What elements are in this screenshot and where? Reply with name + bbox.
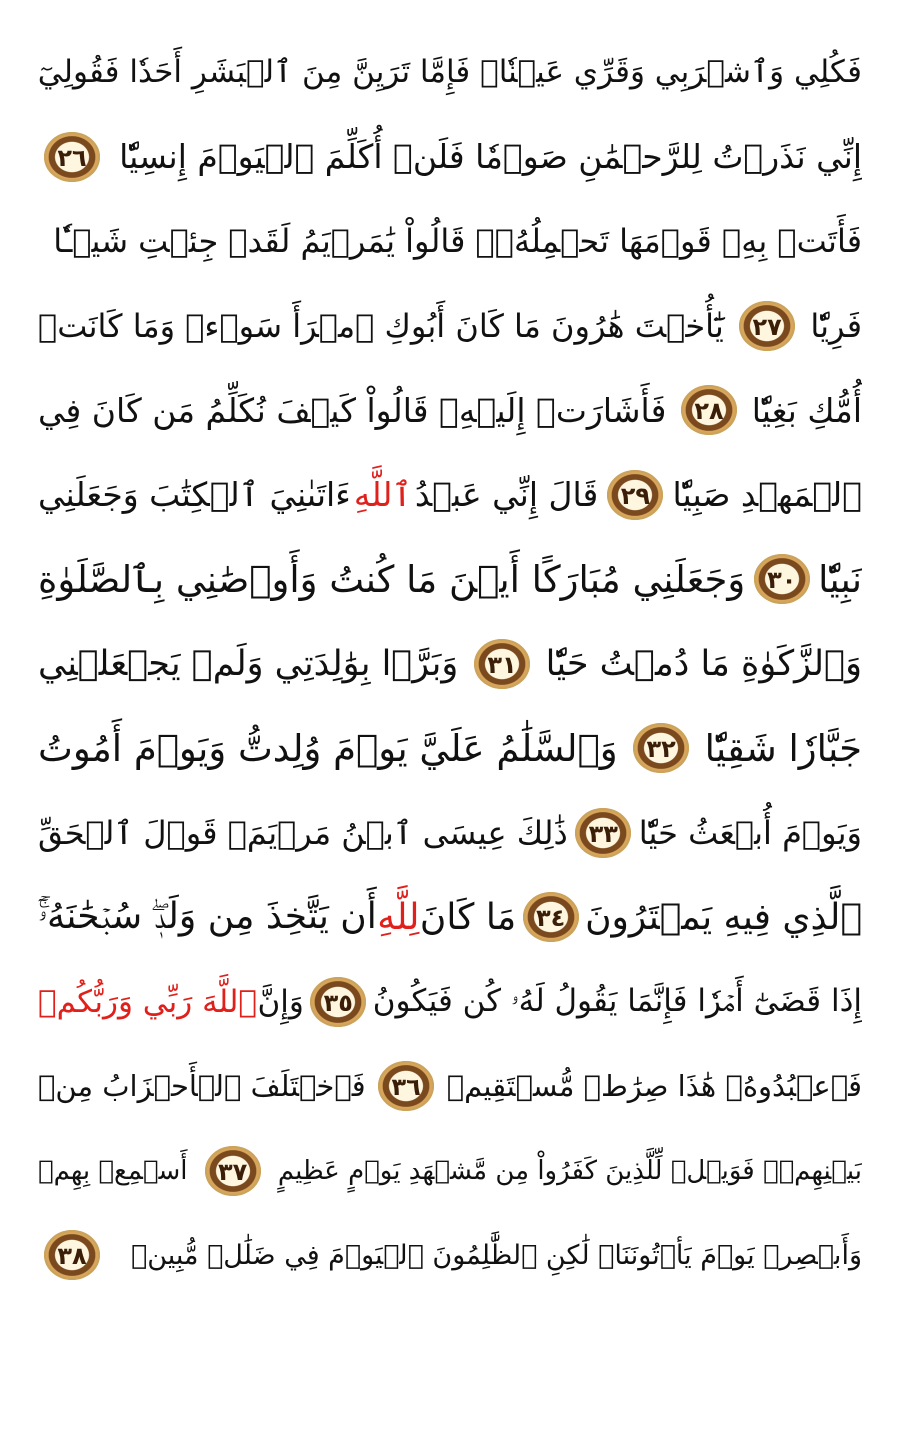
- verse-text: فَرِيّٗا: [810, 306, 862, 345]
- verse-number: ٣٥: [323, 988, 353, 1017]
- verse-text: وَٱلسَّلَٰمُ عَلَيَّ يَوۡمَ وُلِدتُّ وَيَوۡمَ أَمُوتُ: [38, 726, 618, 770]
- text-line: [38, 1044, 862, 1129]
- verse-text: فَأَشَارَتۡ إِلَيۡهِۖ قَالُواْ كَيۡفَ نُكَلِّمُ مَن كَانَ فِي: [38, 390, 667, 430]
- verse-text: ذَٰلِكَ عِيسَى ٱبۡنُ مَرۡيَمَۖ قَوۡلَ ٱلۡحَقِّ: [38, 813, 568, 852]
- verse-number-marker: [44, 132, 100, 182]
- verse-number-marker: [378, 1061, 434, 1111]
- text-line: [38, 960, 862, 1045]
- verse-number: ٣٣: [588, 819, 618, 848]
- verse-text: إِنِّي نَذَرۡتُ لِلرَّحۡمَٰنِ صَوۡمٗا فَلَنۡ أُكَلِّمَ ٱلۡيَوۡمَ إِنسِيّٗا: [119, 137, 862, 177]
- verse-text: وَأَبۡصِرۡ يَوۡمَ يَأۡتُونَنَاۖ لَٰكِنِ ٱلظَّٰلِمُونَ ٱلۡيَوۡمَ فِي ضَلَٰلٖ مُّبِينٖ: [131, 1239, 862, 1271]
- verse-number-marker: [205, 1146, 261, 1196]
- verse-text: بَيۡنِهِمۡۖ فَوَيۡلٞ لِّلَّذِينَ كَفَرُواْ مِن مَّشۡهَدِ يَوۡمٍ عَظِيمٍ: [277, 1155, 862, 1186]
- verse-text: جَبَّارٗا شَقِيّٗا: [704, 726, 862, 770]
- text-line: [38, 284, 862, 369]
- verse-text: نَبِيّٗا: [818, 557, 862, 601]
- verse-text: وَإِنَّ: [257, 983, 304, 1020]
- verse-number-marker: [474, 639, 530, 689]
- verse-number: ٢٦: [57, 143, 87, 172]
- verse-number-marker: [575, 808, 631, 858]
- verse-number: ٣٧: [218, 1157, 248, 1186]
- verse-number-marker: [607, 470, 663, 520]
- verse-number-marker: [44, 1230, 100, 1280]
- verse-number: ٣٢: [646, 735, 676, 764]
- text-line: [38, 537, 862, 622]
- text-line: [38, 199, 862, 284]
- text-line: [38, 1129, 862, 1214]
- verse-text: فَأَتَتۡ بِهِۦ قَوۡمَهَا تَحۡمِلُهُۥۖ قَالُواْ يَٰمَرۡيَمُ لَقَدۡ جِئۡتِ شَيۡـٔٗا: [53, 222, 862, 261]
- verse-text: فَٱعۡبُدُوهُۚ هَٰذَا صِرَٰطٞ مُّسۡتَقِيمٞ: [446, 1069, 862, 1104]
- verse-text: وَبَرَّۢا بِوَٰلِدَتِي وَلَمۡ يَجۡعَلۡنِي: [38, 643, 459, 684]
- text-line: [38, 115, 862, 200]
- text-line: [38, 791, 862, 876]
- verse-number: ٣٠: [767, 566, 797, 595]
- text-line: [38, 1213, 862, 1298]
- text-line: [38, 706, 862, 791]
- text-line: [38, 30, 862, 115]
- verse-text: أُمُّكِ بَغِيّٗا: [751, 390, 862, 430]
- verse-number: ٢٨: [694, 397, 724, 426]
- verse-lines: [38, 30, 862, 1298]
- verse-number: ٣٦: [391, 1073, 421, 1102]
- text-line: [38, 368, 862, 453]
- divine-name-text: لِلَّهِ: [377, 896, 420, 938]
- verse-text: وَٱلزَّكَوٰةِ مَا دُمۡتُ حَيّٗا: [545, 643, 862, 684]
- verse-number-marker: [754, 554, 810, 604]
- divine-name-text: ٱللَّهَ رَبِّي وَرَبُّكُمۡ: [38, 983, 258, 1020]
- verse-number-marker: [739, 301, 795, 351]
- text-line: [38, 622, 862, 707]
- verse-text: وَيَوۡمَ أُبۡعَثُ حَيّٗا: [638, 813, 862, 852]
- verse-text: إِذَا قَضَىٰٓ أَمۡرٗا فَإِنَّمَا يَقُولُ لَهُۥ كُن فَيَكُونُ: [372, 983, 862, 1020]
- verse-text: أَن يَتَّخِذَ مِن وَلَدٖۖ سُبۡحَٰنَهُۥٓۚ: [38, 896, 377, 938]
- verse-number-marker: [633, 723, 689, 773]
- verse-text: قَالَ إِنِّي عَبۡدُ: [414, 475, 599, 515]
- verse-number: ٣٤: [535, 904, 566, 933]
- verse-text: مَا كَانَ: [419, 896, 517, 938]
- text-line: [38, 875, 862, 960]
- verse-text: وَجَعَلَنِي مُبَارَكًا أَيۡنَ مَا كُنتُ وَأَوۡصَٰنِي بِٱلصَّلَوٰةِ: [38, 557, 746, 601]
- verse-text: ٱلَّذِي فِيهِ يَمۡتَرُونَ: [585, 896, 862, 938]
- verse-number-marker: [310, 977, 366, 1027]
- verse-text: أَسۡمِعۡ بِهِمۡ: [38, 1155, 188, 1186]
- verse-number-marker: [681, 385, 737, 435]
- verse-number: ٣١: [487, 650, 517, 679]
- verse-number: ٣٨: [57, 1242, 87, 1271]
- verse-number-marker: [523, 892, 579, 942]
- verse-text: فَٱخۡتَلَفَ ٱلۡأَحۡزَابُ مِنۢ: [38, 1069, 366, 1104]
- divine-name-text: ٱللَّهِ: [353, 475, 412, 515]
- verse-text: فَكُلِي وَٱشۡرَبِي وَقَرِّي عَيۡنٗاۖ فَإِمَّا تَرَيِنَّ مِنَ ٱلۡبَشَرِ أَحَدٗا فَقُولِيٓ: [38, 54, 862, 91]
- text-line: [38, 453, 862, 538]
- verse-text: ٱلۡمَهۡدِ صَبِيّٗا: [672, 475, 862, 515]
- verse-number: ٢٧: [752, 312, 782, 341]
- verse-text: ءَاتَىٰنِيَ ٱلۡكِتَٰبَ وَجَعَلَنِي: [38, 475, 351, 515]
- verse-text: يَٰٓأُخۡتَ هَٰرُونَ مَا كَانَ أَبُوكِ ٱمۡرَأَ سَوۡءٖ وَمَا كَانَتۡ: [38, 306, 724, 345]
- verse-number: ٢٩: [620, 481, 651, 510]
